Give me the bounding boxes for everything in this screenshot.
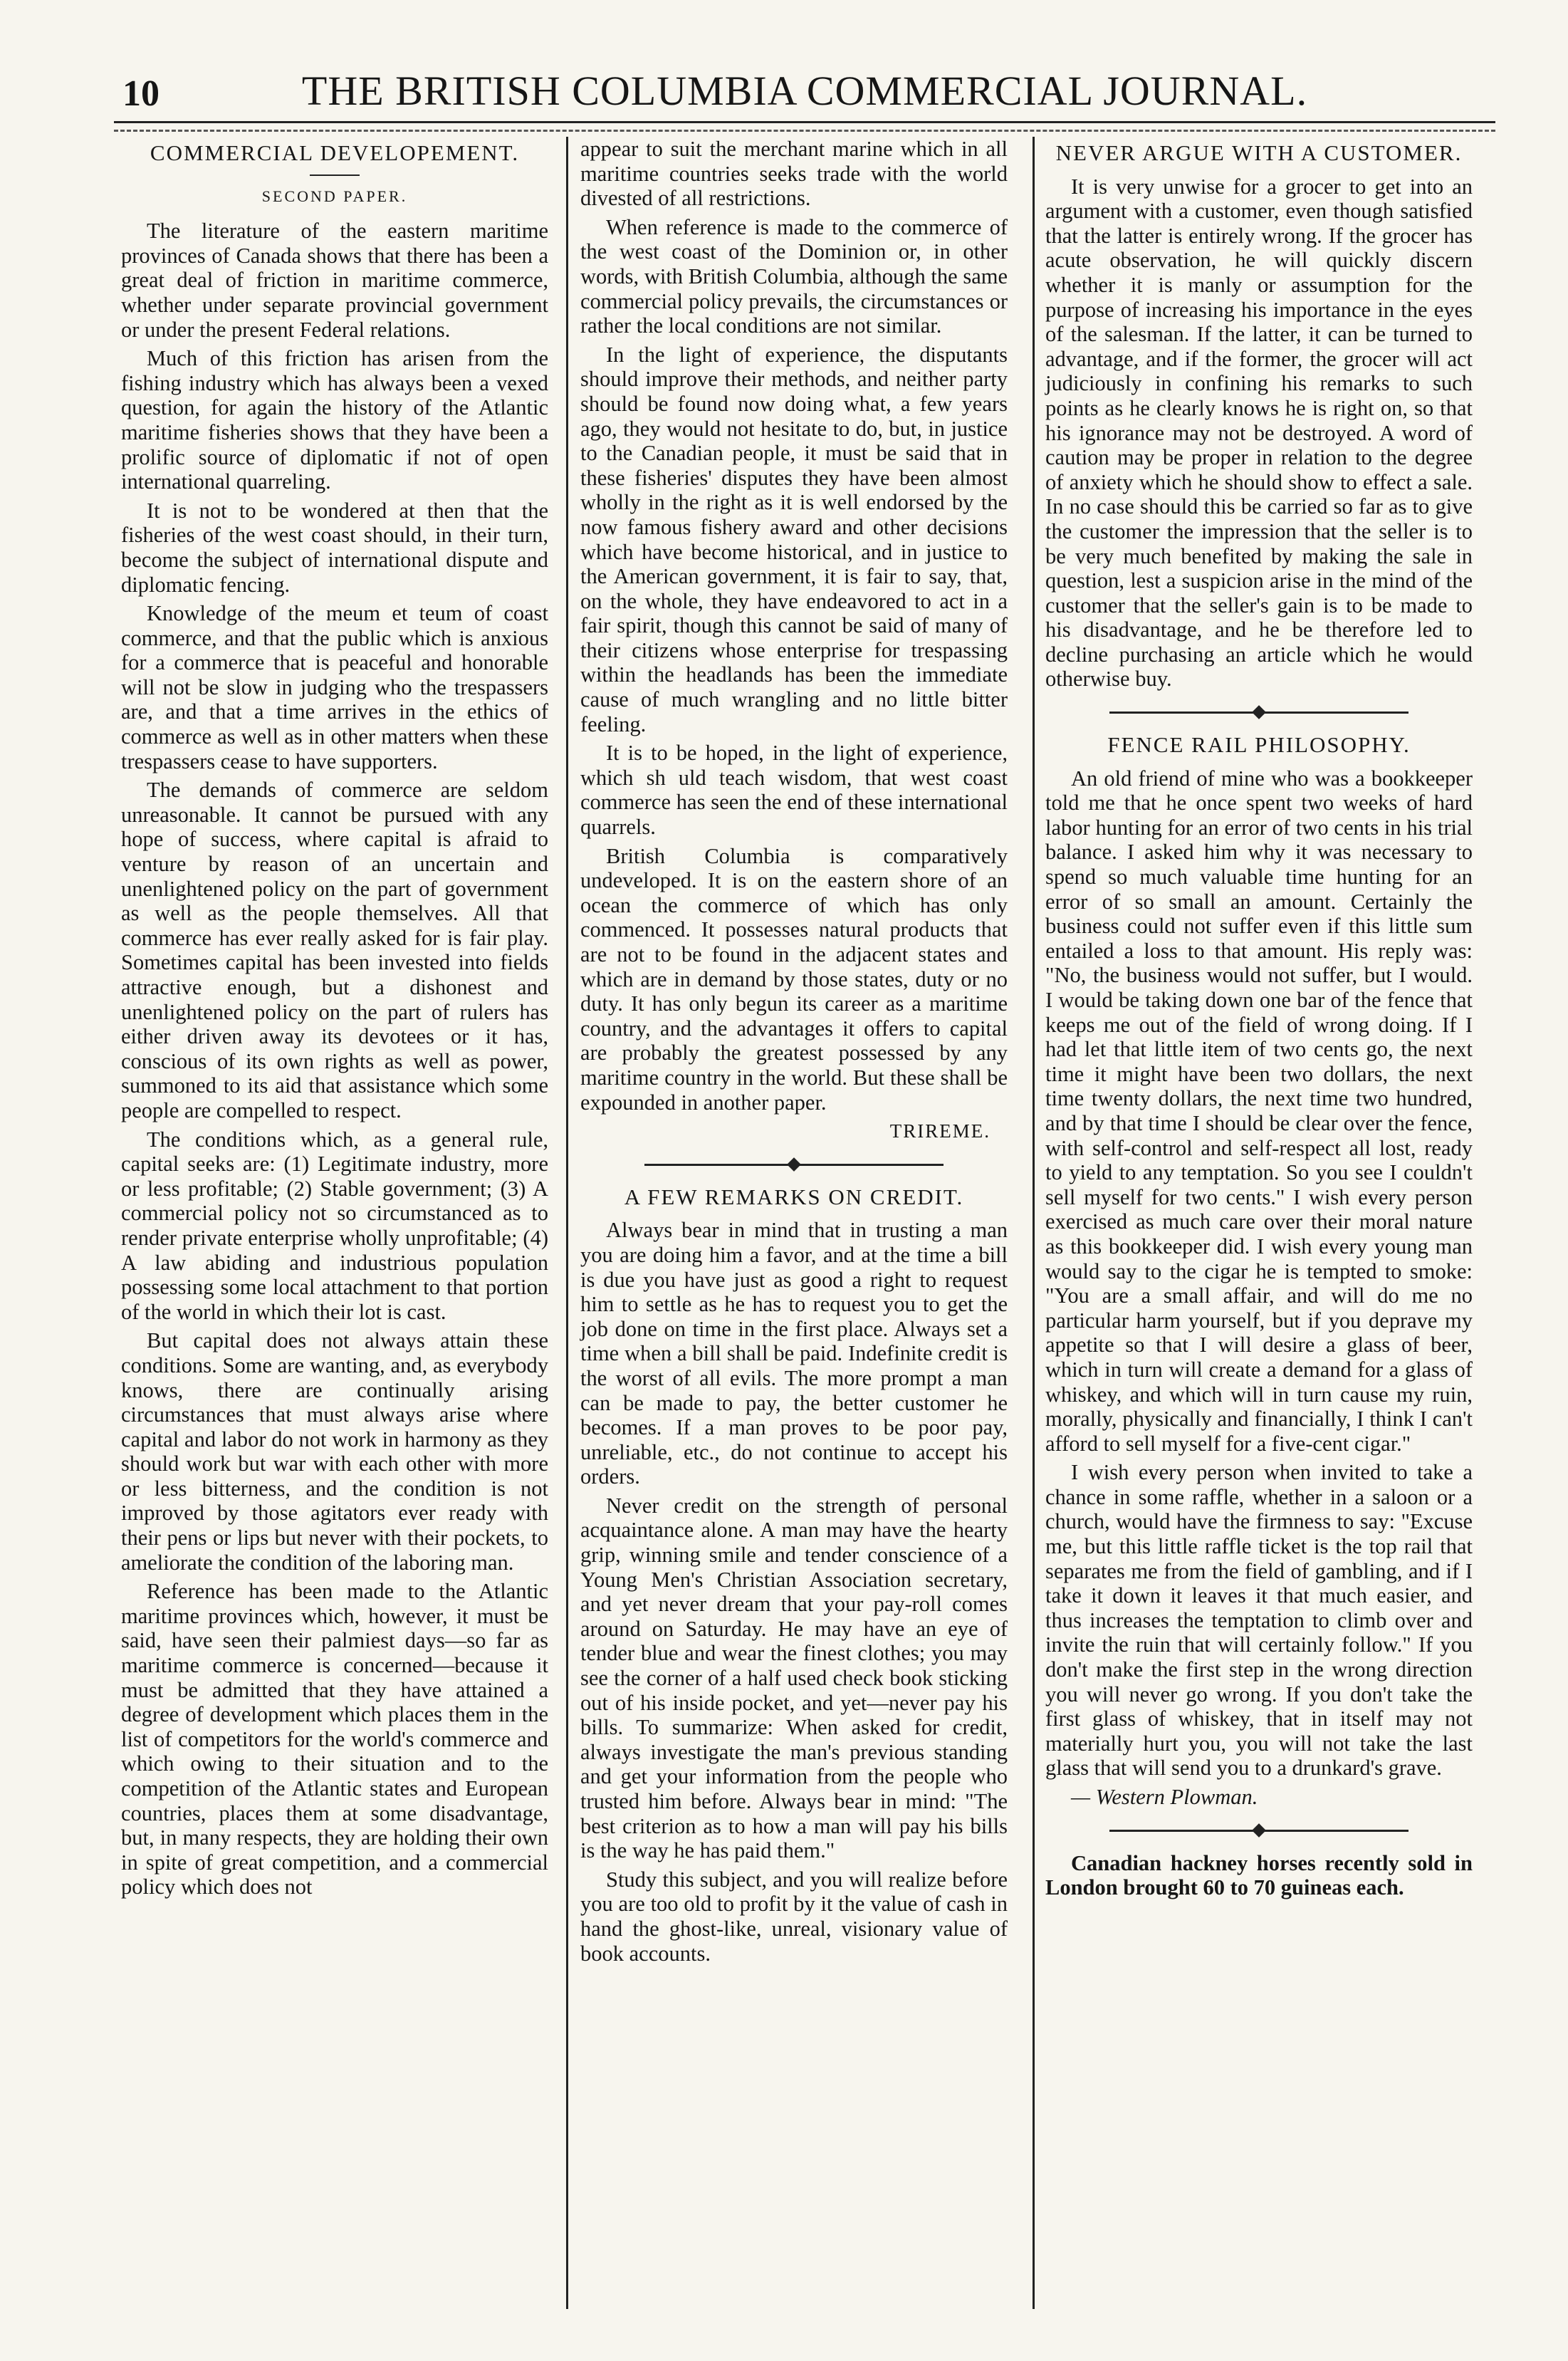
paragraph: Never credit on the strength of personal acquaintance alone. A man may have the hearty grip, winning smile and tender conscience of a Young Men's Christian Association secretary, and yet never dream that your pay-roll comes around on Saturday. He may have an eye of tender blue and wear the finest clothes; you may see the corner of a half used check book sticking out of his inside pocket, and yet—never pay his bills. To summarize: When asked for credit, always investigate the man's previous standing and get your information from the people who trusted him before. Always bear in mind: "The best criterion as to how a man will pay his bills is the way he has paid them.": [580, 1493, 1008, 1863]
author-signature: TRIREME.: [889, 1120, 991, 1142]
paragraph: Study this subject, and you will realize before you are too old to profit by it the value of cash in hand the ghost-like, unreal, visionary value of book accounts.: [580, 1867, 1008, 1966]
masthead-rule: [114, 121, 1495, 123]
article-credit: — Western Plowman.: [1071, 1785, 1258, 1809]
paragraph: In the light of experience, the disputants should improve their methods, and neither party should be found now doing what, a few years ago, they would not hesitate to do, but, in justice to the Canadian people, it must be said that in these fisheries' disputes they have been almost wholly in the right as it is well endorsed by the now famous fishery award and other decisions which have become historical, and in justice to the American government, it is fair to say, that, on the whole, they have endeavored to act in a fair spirit, though this cannot be said of many of their citizens whose enterprise for trespassing within the headlands has been the immediate cause of much wrangling and no little bitter feeling.: [580, 342, 1008, 736]
paragraph: It is not to be wondered at then that the fisheries of the west coast should, in their turn, become the subject of international dispute and diplomatic fencing.: [121, 498, 548, 597]
section-divider: [1109, 1824, 1408, 1837]
article-headline: COMMERCIAL DEVELOPEMENT.: [150, 140, 520, 165]
paragraph: The conditions which, as a general rule, capital seeks are: (1) Legitimate industry, more or less profitable; (2) Stable government; (3) A commercial policy not so circumstanced as to render private enterprise wholly unprofitable; (4) A law abiding and industrious population possessing some local attachment to that portion of the world in which their lot is cast.: [121, 1127, 548, 1324]
paragraph: When reference is made to the commerce of the west coast of the Dominion or, in other words, with British Columbia, although the same commercial policy prevails, the circumstances or rather the local conditions are not similar.: [580, 214, 1008, 338]
paragraph: Always bear in mind that in trusting a man you are doing him a favor, and at the time a bill is due you have just as good a right to request him to settle as he has to request you to get the job done on time in the first place. Always set a time when a bill shall be paid. Indefinite credit is the worst of all evils. The more prompt a man can be made to pay, the better customer he becomes. If a man proves to be poor pay, unreliable, etc., do not continue to accept his orders.: [580, 1218, 1008, 1489]
paragraph: It is very unwise for a grocer to get into an argument with a customer, even though satisfied that the latter is entirely wrong. If the grocer has acute observation, he will quickly discern whether it is manly or assumption for the purpose of increasing his importance in the eyes of the salesman. If the latter, it can be turned to advantage, and if the former, the grocer will act judiciously in confining his remarks to such points as he clearly knows he is right on, so that his ignorance may not be destroyed. A word of caution may be proper in relation to the degree of anxiety which he should show to effect a sale. In no case should this be carried so far as to give the customer the impression that the seller is to be very much benefited by making the sale in question, lest a suspicion arise in the mind of the customer that the seller's gain is to be made to his disadvantage, and he be therefore led to decline purchasing an article which he would otherwise buy.: [1045, 174, 1473, 692]
paragraph: But capital does not always attain these conditions. Some are wanting, and, as everybody knows, there are continually arising circumstances that must always arise where capital and labor do not work in harmony as they should work but war with each other with more or less bitterness, and the condition is not improved by those agitators ever ready with their pens or lips but never with their pockets, to ameliorate the condition of the laboring man.: [121, 1328, 548, 1575]
article-headline: A FEW REMARKS ON CREDIT.: [624, 1184, 964, 1209]
paragraph: Reference has been made to the Atlantic maritime provinces which, however, it must be said, have seen their palmiest days—so far as maritime commerce is concerned—because it must be admitted that they have attained a degree of development which places them in the list of competitors for the world's commerce and which owing to their situation and to the competition of the Atlantic states and European countries, places them at some disadvantage, but, in many respects, they are holding their own in spite of great competition, and a commercial policy which does not: [121, 1579, 548, 1899]
column-2: [580, 137, 1008, 1970]
short-rule: [310, 174, 360, 176]
paragraph: Knowledge of the meum et teum of coast commerce, and that the public which is anxious for a commerce that is peaceful and honorable will not be slow in judging who the trespassers are, and that a time arrives in the ethics of commerce as well as in other matters when these trespassers cease to have supporters.: [121, 601, 548, 773]
paragraph: The literature of the eastern maritime provinces of Canada shows that there has been a great deal of friction in maritime commerce, whether under separate provincial government or under the present Federal relations.: [121, 219, 548, 342]
masthead: [114, 63, 1495, 120]
paragraph: Canadian hackney horses recently sold in London brought 60 to 70 guineas each.: [1045, 1850, 1473, 1900]
section-divider: [644, 1158, 944, 1171]
paragraph: I wish every person when invited to take a chance in some raffle, whether in a saloon or a church, would have the firmness to say: "Excuse me, but this little raffle ticket is the top rail that separates me from the field of gambling, and if I take it down it leaves it that much easier, and thus increases the temptation to climb over and invite the ruin that will certainly follow." If you don't make the first step in the wrong direction you will never go wrong. If you don't take the first glass of whiskey, that in itself may not materially hurt you, you will not take the last glass that will send you to a drunkard's grave.: [1045, 1460, 1473, 1781]
paragraph: The demands of commerce are seldom unreasonable. It cannot be pursued with any hope of success, where capital is afraid to venture by reason of an uncertain and unenlightened policy on the part of government as well as the people themselves. All that commerce has ever really asked for is fair play. Sometimes capital has been invested into fields attractive enough, but a dishonest and unenlightened policy on the part of rulers has either driven away its devotees or it has, conscious of its own rights as well as power, summoned to its aid that assistance which some people are compelled to respect.: [121, 778, 548, 1122]
section-divider: [1109, 706, 1408, 719]
column-3: [1045, 137, 1473, 1904]
paragraph: British Columbia is comparatively undeveloped. It is on the eastern shore of an ocean the commerce of which has only commenced. It possesses natural products that are not to be found in the adjacent states and which are in demand by those states, duty or no duty. It has only begun its career as a maritime country, and the advantages it offers to capital are probably the greatest possessed by any maritime country in the world. But these shall be expounded in another paper.: [580, 843, 1008, 1115]
paragraph: It is to be hoped, in the light of experience, which sh uld teach wisdom, that west coast commerce has seen the end of these international quarrels.: [580, 741, 1008, 840]
masthead-dashed-rule: [114, 130, 1495, 132]
page-number: 10: [122, 73, 160, 114]
article-subhead: SECOND PAPER.: [261, 187, 408, 205]
column-1: [121, 137, 548, 1904]
column-divider: [566, 137, 568, 2309]
paragraph: appear to suit the merchant marine which in all maritime countries seeks trade with the world divested of all restrictions.: [580, 137, 1008, 211]
paragraph: An old friend of mine who was a bookkeeper told me that he once spent two weeks of hard labor hunting for an error of two cents in his trial balance. I asked him why it was necessary to spend so much valuable time hunting for an error of so small an amount. Certainly the business could not suffer even if this little sum entailed a loss to that amount. His reply was: "No, the business would not suffer, but I would. I would be taking down one bar of the fence that keeps me out of the field of wrong doing. If I had let that little item of two cents go, the next time it might have been two dollars, the next time twenty dollars, the next time two hundred, and by that time I should be clear over the fence, with self-control and self-respect all lost, ready to yield to any temptation. So you see I couldn't sell myself for two cents." I wish every person exercised as much care over their moral nature as this bookkeeper did. I wish every young man would say to the cigar he is tempted to smoke: "You are a small affair, and will do me no particular harm yourself, but if you deprave my appetite so that I will desire a glass of beer, which in turn will create a demand for a glass of whiskey, and which will in turn cause my ruin, morally, physically and financially, I think I can't afford to sell myself for a five-cent cigar.": [1045, 766, 1473, 1456]
article-headline: FENCE RAIL PHILOSOPHY.: [1107, 732, 1411, 758]
journal-title: THE BRITISH COLUMBIA COMMERCIAL JOURNAL.: [301, 68, 1308, 114]
article-headline: NEVER ARGUE WITH A CUSTOMER.: [1055, 140, 1463, 165]
column-divider: [1033, 137, 1035, 2309]
paragraph: Much of this friction has arisen from the fishing industry which has always been a vexed question, for again the history of the Atlantic maritime fisheries shows that they have been a prolific source of diplomatic if not of open international quarreling.: [121, 346, 548, 494]
